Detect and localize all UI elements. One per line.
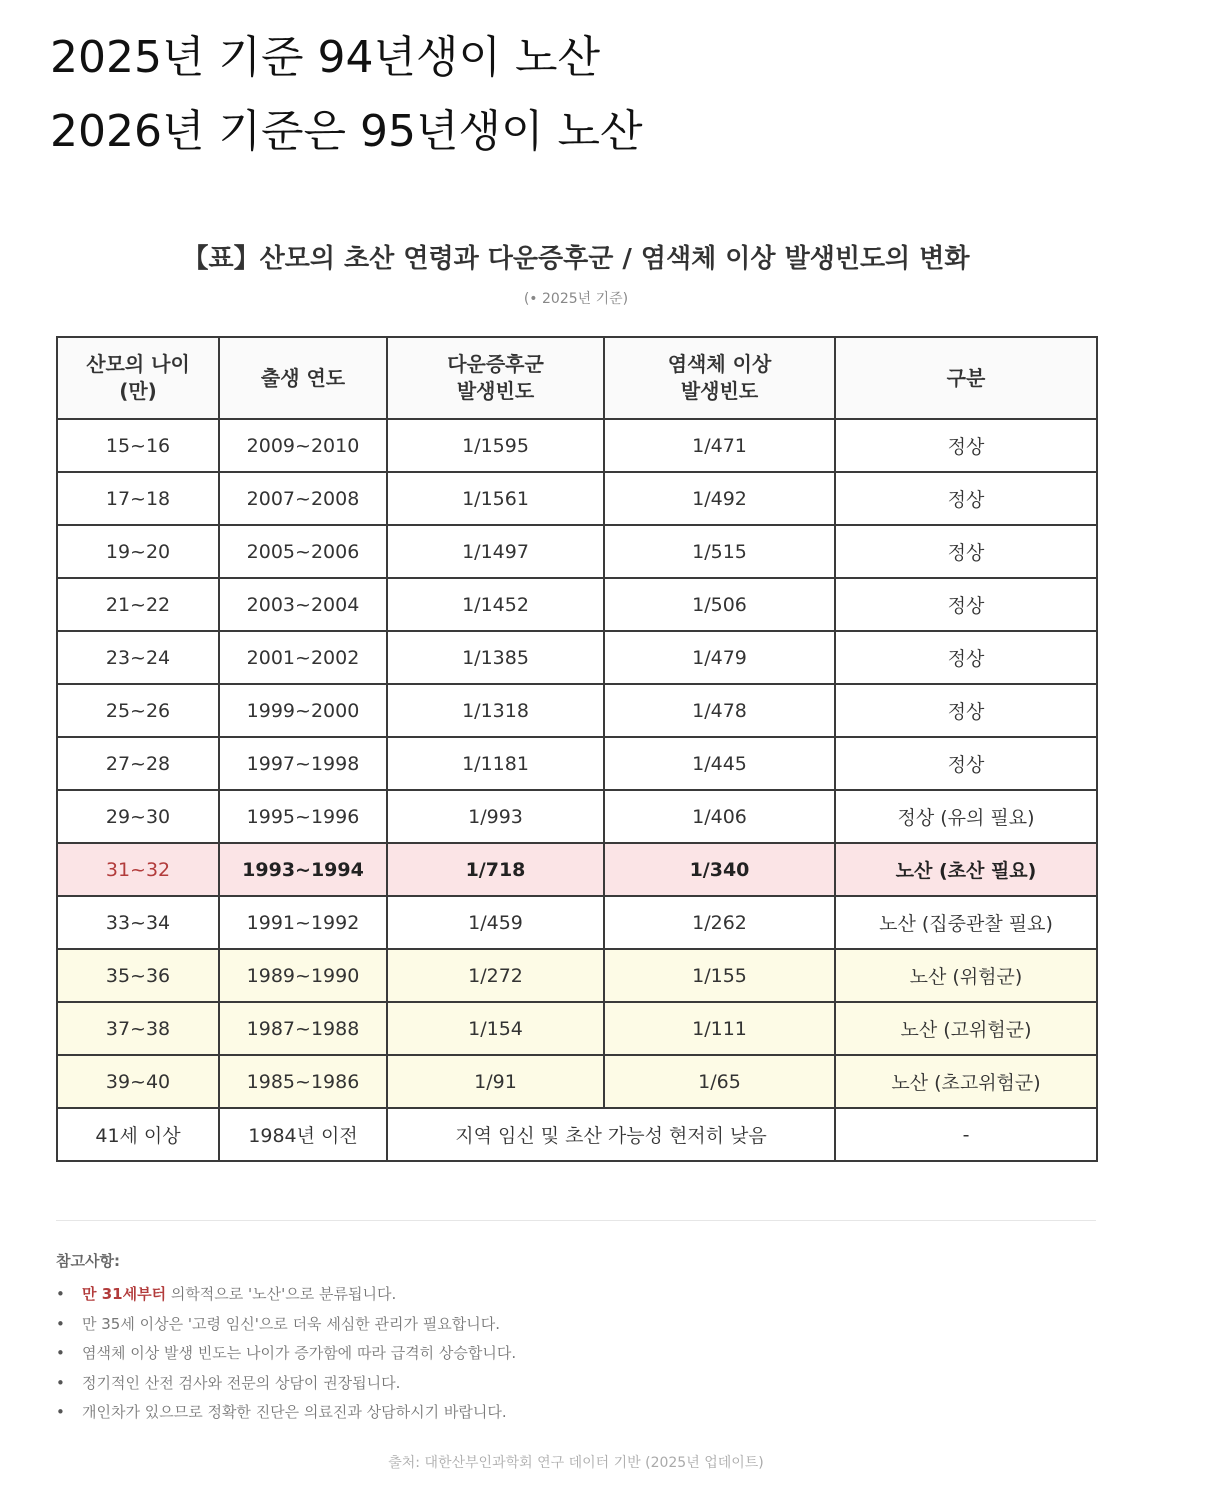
table-row xyxy=(57,684,1097,737)
cell-merged: 지역 임신 및 초산 가능성 현저히 낮음 xyxy=(387,1108,835,1161)
cell-down: 1/1497 xyxy=(387,525,604,578)
cell-age: 19~20 xyxy=(57,525,219,578)
table-title: 【표】산모의 초산 연령과 다운증후군 / 염색체 이상 발생빈도의 변화 xyxy=(182,244,970,274)
cell-chromo: 1/111 xyxy=(604,1002,835,1055)
note-item xyxy=(56,1398,516,1428)
cell-birth: 2009~2010 xyxy=(219,419,387,472)
header-birth-year: 출생 연도 xyxy=(219,337,387,419)
table-row xyxy=(57,419,1097,472)
cell-chromo: 1/65 xyxy=(604,1055,835,1108)
table-row xyxy=(57,631,1097,684)
cell-chromo: 1/262 xyxy=(604,896,835,949)
cell-category: 정상 (유의 필요) xyxy=(835,790,1097,843)
bullet-icon: • xyxy=(56,1403,65,1421)
cell-age: 23~24 xyxy=(57,631,219,684)
note-emphasis: 만 31세부터 xyxy=(82,1285,167,1303)
cell-age: 21~22 xyxy=(57,578,219,631)
cell-age: 25~26 xyxy=(57,684,219,737)
cell-category: 정상 xyxy=(835,525,1097,578)
cell-birth: 2001~2002 xyxy=(219,631,387,684)
cell-birth: 1991~1992 xyxy=(219,896,387,949)
note-text: 의학적으로 '노산'으로 분류됩니다. xyxy=(166,1285,397,1303)
table-row xyxy=(57,843,1097,896)
cell-chromo: 1/478 xyxy=(604,684,835,737)
headline-2025: 2025년 기준 94년생이 노산 xyxy=(50,32,600,83)
note-text: 염색체 이상 발생 빈도는 나이가 증가함에 따라 급격히 상승합니다. xyxy=(82,1344,517,1362)
cell-age: 15~16 xyxy=(57,419,219,472)
cell-down: 1/1181 xyxy=(387,737,604,790)
cell-down: 1/1385 xyxy=(387,631,604,684)
cell-chromo: 1/155 xyxy=(604,949,835,1002)
bullet-icon: • xyxy=(56,1344,65,1362)
cell-age: 41세 이상 xyxy=(57,1108,219,1161)
cell-down: 1/1595 xyxy=(387,419,604,472)
cell-category: 노산 (초고위험군) xyxy=(835,1055,1097,1108)
note-text: 정기적인 산전 검사와 전문의 상담이 권장됩니다. xyxy=(82,1373,401,1392)
cell-chromo: 1/445 xyxy=(604,737,835,790)
table-row xyxy=(57,1002,1097,1055)
cell-category: 노산 (위험군) xyxy=(835,949,1097,1002)
table-row xyxy=(57,472,1097,525)
table-subtitle: (• 2025년 기준) xyxy=(523,291,629,307)
headline-2026: 2026년 기준은 95년생이 노산 xyxy=(50,106,643,157)
cell-age: 33~34 xyxy=(57,896,219,949)
header-down-syndrome: 다운증후군 발생빈도 xyxy=(387,337,604,419)
cell-category: 노산 (초산 필요) xyxy=(835,843,1097,896)
cell-category: 정상 xyxy=(835,419,1097,472)
cell-age: 37~38 xyxy=(57,1002,219,1055)
cell-birth: 1997~1998 xyxy=(219,737,387,790)
notes-list xyxy=(56,1280,516,1428)
cell-category: 노산 (집중관찰 필요) xyxy=(835,896,1097,949)
cell-down: 1/459 xyxy=(387,896,604,949)
cell-chromo: 1/479 xyxy=(604,631,835,684)
table-row xyxy=(57,896,1097,949)
cell-category: - xyxy=(835,1108,1097,1161)
cell-birth: 1999~2000 xyxy=(219,684,387,737)
cell-age: 31~32 xyxy=(57,843,219,896)
cell-down: 1/1561 xyxy=(387,472,604,525)
cell-chromo: 1/340 xyxy=(604,843,835,896)
bullet-icon: • xyxy=(56,1373,65,1392)
table-row xyxy=(57,1055,1097,1108)
cell-birth: 2005~2006 xyxy=(219,525,387,578)
cell-chromo: 1/492 xyxy=(604,472,835,525)
cell-category: 정상 xyxy=(835,631,1097,684)
cell-down: 1/1452 xyxy=(387,578,604,631)
cell-birth: 1989~1990 xyxy=(219,949,387,1002)
cell-birth: 1987~1988 xyxy=(219,1002,387,1055)
cell-birth: 1995~1996 xyxy=(219,790,387,843)
cell-down: 1/718 xyxy=(387,843,604,896)
divider xyxy=(56,1220,1096,1221)
cell-chromo: 1/515 xyxy=(604,525,835,578)
cell-birth: 1993~1994 xyxy=(219,843,387,896)
cell-age: 39~40 xyxy=(57,1055,219,1108)
cell-age: 35~36 xyxy=(57,949,219,1002)
cell-age: 27~28 xyxy=(57,737,219,790)
cell-category: 정상 xyxy=(835,578,1097,631)
cell-birth: 1984년 이전 xyxy=(219,1108,387,1161)
cell-age: 17~18 xyxy=(57,472,219,525)
note-item xyxy=(56,1310,516,1340)
table-row xyxy=(57,737,1097,790)
table-row xyxy=(57,525,1097,578)
cell-category: 노산 (고위험군) xyxy=(835,1002,1097,1055)
cell-category: 정상 xyxy=(835,472,1097,525)
cell-chromo: 1/471 xyxy=(604,419,835,472)
cell-down: 1/154 xyxy=(387,1002,604,1055)
header-row xyxy=(57,337,1097,419)
note-item xyxy=(56,1280,516,1310)
cell-down: 1/1318 xyxy=(387,684,604,737)
notes-title: 참고사항: xyxy=(56,1252,120,1270)
note-item xyxy=(56,1339,516,1369)
maternal-age-table xyxy=(56,336,1098,1162)
cell-chromo: 1/406 xyxy=(604,790,835,843)
table-row xyxy=(57,578,1097,631)
cell-birth: 2007~2008 xyxy=(219,472,387,525)
note-text: 개인차가 있으므로 정확한 진단은 의료진과 상담하시기 바랍니다. xyxy=(82,1403,507,1421)
table-row-last xyxy=(57,1108,1097,1161)
cell-chromo: 1/506 xyxy=(604,578,835,631)
header-chromosome: 염색체 이상 발생빈도 xyxy=(604,337,835,419)
cell-category: 정상 xyxy=(835,737,1097,790)
table-row xyxy=(57,790,1097,843)
cell-down: 1/91 xyxy=(387,1055,604,1108)
bullet-icon: • xyxy=(56,1285,65,1303)
cell-birth: 1985~1986 xyxy=(219,1055,387,1108)
note-text: 만 35세 이상은 '고령 임신'으로 더욱 세심한 관리가 필요합니다. xyxy=(82,1314,501,1333)
cell-category: 정상 xyxy=(835,684,1097,737)
bullet-icon: • xyxy=(56,1314,65,1333)
cell-age: 29~30 xyxy=(57,790,219,843)
note-item xyxy=(56,1369,516,1399)
cell-down: 1/272 xyxy=(387,949,604,1002)
cell-birth: 2003~2004 xyxy=(219,578,387,631)
table-row xyxy=(57,949,1097,1002)
source-note: 출처: 대한산부인과학회 연구 데이터 기반 (2025년 업데이트) xyxy=(388,1455,764,1471)
header-category: 구분 xyxy=(835,337,1097,419)
header-age: 산모의 나이 (만) xyxy=(57,337,219,419)
cell-down: 1/993 xyxy=(387,790,604,843)
